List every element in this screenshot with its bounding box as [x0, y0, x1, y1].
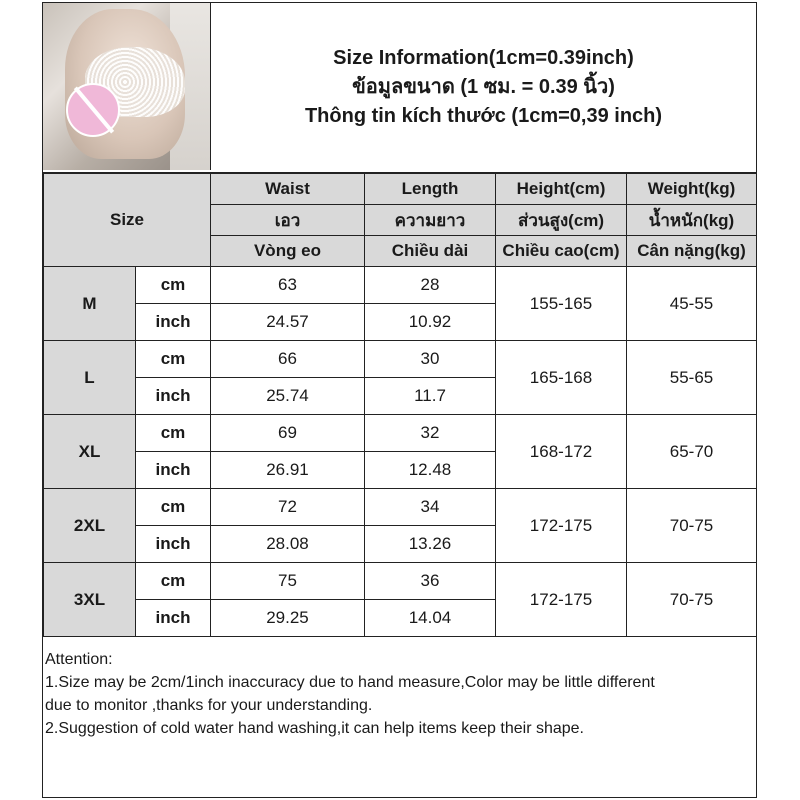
waist-cm: 69: [211, 415, 365, 452]
waist-inch: 24.57: [211, 304, 365, 341]
table-row: [44, 341, 757, 378]
size-2xl: 2XL: [44, 489, 136, 563]
length-cm: 34: [365, 489, 496, 526]
size-information-title: [211, 3, 756, 171]
size-header: Size: [44, 174, 211, 267]
unit-inch: inch: [136, 452, 211, 489]
col-header-waist-thai: เอว: [211, 205, 365, 236]
length-cm: 28: [365, 267, 496, 304]
waist-inch: 28.08: [211, 526, 365, 563]
header-row-english: [44, 174, 757, 205]
chart-header: [43, 3, 756, 173]
col-header-weight-vi: Cân nặng(kg): [627, 236, 757, 267]
note-washing: 2.Suggestion of cold water hand washing,it can help items keep their shape.: [45, 720, 584, 737]
col-header-waist: Waist: [211, 174, 365, 205]
length-inch: 11.7: [365, 378, 496, 415]
height-range: 172-175: [496, 563, 627, 637]
attention-notes: [45, 648, 750, 740]
col-header-height-thai: ส่วนสูง(cm): [496, 205, 627, 236]
weight-range: 70-75: [627, 489, 757, 563]
unit-inch: inch: [136, 378, 211, 415]
col-header-weight-thai: น้ำหนัก(kg): [627, 205, 757, 236]
product-photo: [43, 3, 211, 170]
length-inch: 13.26: [365, 526, 496, 563]
height-range: 172-175: [496, 489, 627, 563]
censor-icon: [66, 83, 120, 137]
col-header-weight: Weight(kg): [627, 174, 757, 205]
unit-cm: cm: [136, 489, 211, 526]
length-inch: 12.48: [365, 452, 496, 489]
col-header-length-thai: ความยาว: [365, 205, 496, 236]
col-header-waist-vi: Vòng eo: [211, 236, 365, 267]
unit-inch: inch: [136, 600, 211, 637]
size-chart-frame: [42, 2, 757, 798]
waist-cm: 63: [211, 267, 365, 304]
waist-cm: 75: [211, 563, 365, 600]
weight-range: 70-75: [627, 563, 757, 637]
waist-inch: 26.91: [211, 452, 365, 489]
col-header-height: Height(cm): [496, 174, 627, 205]
length-inch: 14.04: [365, 600, 496, 637]
height-range: 168-172: [496, 415, 627, 489]
title-english: Size Information(1cm=0.39inch): [333, 46, 634, 69]
unit-cm: cm: [136, 267, 211, 304]
col-header-length-vi: Chiều dài: [365, 236, 496, 267]
waist-inch: 29.25: [211, 600, 365, 637]
weight-range: 65-70: [627, 415, 757, 489]
table-row: [44, 489, 757, 526]
weight-range: 45-55: [627, 267, 757, 341]
height-range: 155-165: [496, 267, 627, 341]
table-row: [44, 563, 757, 600]
col-header-height-vi: Chiều cao(cm): [496, 236, 627, 267]
waist-cm: 66: [211, 341, 365, 378]
notes-heading: Attention:: [45, 651, 113, 668]
size-table: [43, 173, 757, 637]
weight-range: 55-65: [627, 341, 757, 415]
length-inch: 10.92: [365, 304, 496, 341]
height-range: 165-168: [496, 341, 627, 415]
note-accuracy: 1.Size may be 2cm/1inch inaccuracy due to hand measure,Color may be little different: [45, 674, 655, 691]
length-cm: 36: [365, 563, 496, 600]
table-row: [44, 267, 757, 304]
unit-inch: inch: [136, 526, 211, 563]
unit-cm: cm: [136, 563, 211, 600]
length-cm: 30: [365, 341, 496, 378]
note-accuracy-continued: due to monitor ,thanks for your understanding.: [45, 697, 373, 714]
title-vietnamese: Thông tin kích thước (1cm=0,39 inch): [304, 104, 663, 127]
size-l: L: [44, 341, 136, 415]
title-thai: ข้อมูลขนาด (1 ซม. = 0.39 นิ้ว): [352, 75, 615, 98]
size-xl: XL: [44, 415, 136, 489]
size-3xl: 3XL: [44, 563, 136, 637]
unit-inch: inch: [136, 304, 211, 341]
length-cm: 32: [365, 415, 496, 452]
waist-cm: 72: [211, 489, 365, 526]
col-header-length: Length: [365, 174, 496, 205]
size-m: M: [44, 267, 136, 341]
unit-cm: cm: [136, 341, 211, 378]
unit-cm: cm: [136, 415, 211, 452]
waist-inch: 25.74: [211, 378, 365, 415]
table-row: [44, 415, 757, 452]
